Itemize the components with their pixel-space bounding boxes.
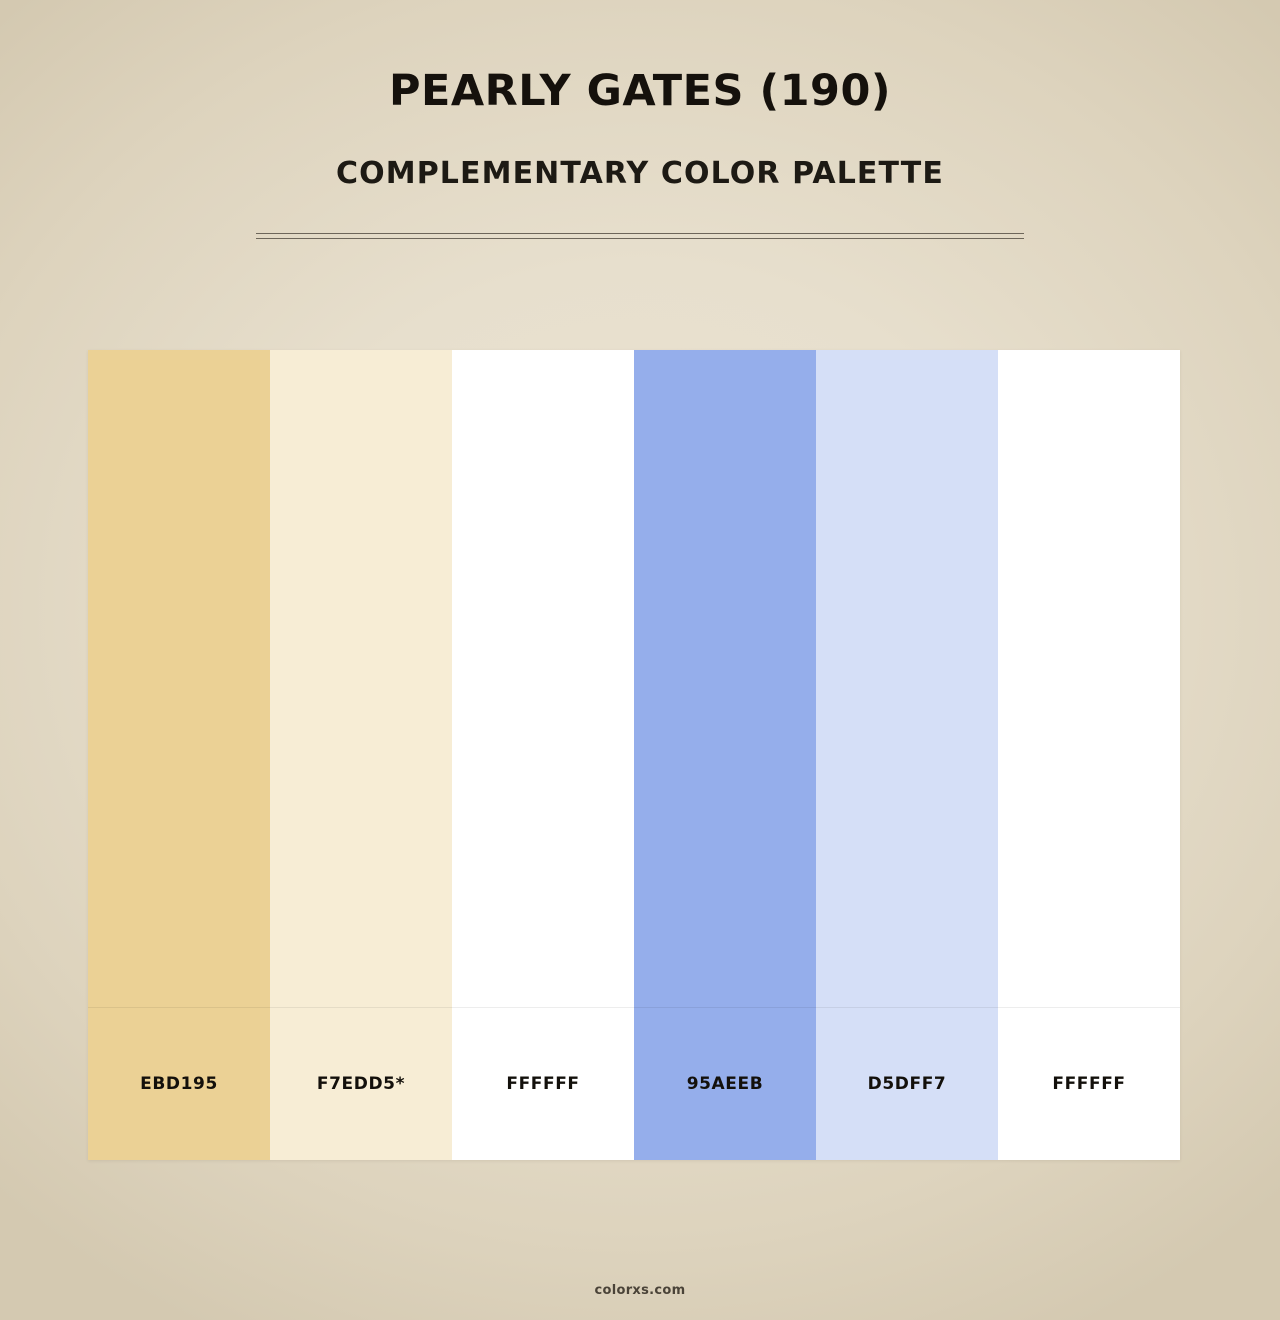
color-swatch-block	[88, 350, 270, 1007]
color-swatch-block	[998, 350, 1180, 1007]
color-swatch[interactable]	[634, 350, 816, 1160]
color-swatch-label-area	[816, 1007, 998, 1160]
color-swatch-block	[270, 350, 452, 1007]
footer-source: colorxs.com	[594, 1283, 686, 1298]
header-divider	[256, 233, 1024, 239]
color-hex-label: 95AEEB	[686, 1074, 764, 1094]
color-swatch-label-area	[998, 1007, 1180, 1160]
color-swatch[interactable]	[452, 350, 634, 1160]
color-hex-label: F7EDD5*	[316, 1074, 406, 1094]
color-swatch-label-area	[270, 1007, 452, 1160]
color-swatch-block	[634, 350, 816, 1007]
page-title: PEARLY GATES (190)	[388, 66, 892, 116]
color-hex-label: FFFFFF	[506, 1074, 580, 1094]
page-header	[0, 66, 1280, 192]
color-swatch-block	[816, 350, 998, 1007]
color-hex-label: EBD195	[140, 1074, 218, 1094]
color-swatch[interactable]	[816, 350, 998, 1160]
color-swatch[interactable]	[270, 350, 452, 1160]
color-hex-label: FFFFFF	[1052, 1074, 1126, 1094]
color-hex-label: D5DFF7	[867, 1074, 947, 1094]
color-swatch-block	[452, 350, 634, 1007]
color-palette	[88, 350, 1180, 1160]
color-swatch-label-area	[452, 1007, 634, 1160]
color-swatch-label-area	[634, 1007, 816, 1160]
color-swatch[interactable]	[88, 350, 270, 1160]
color-swatch[interactable]	[998, 350, 1180, 1160]
color-swatch-label-area	[88, 1007, 270, 1160]
page-subtitle: COMPLEMENTARY COLOR PALETTE	[336, 155, 944, 191]
